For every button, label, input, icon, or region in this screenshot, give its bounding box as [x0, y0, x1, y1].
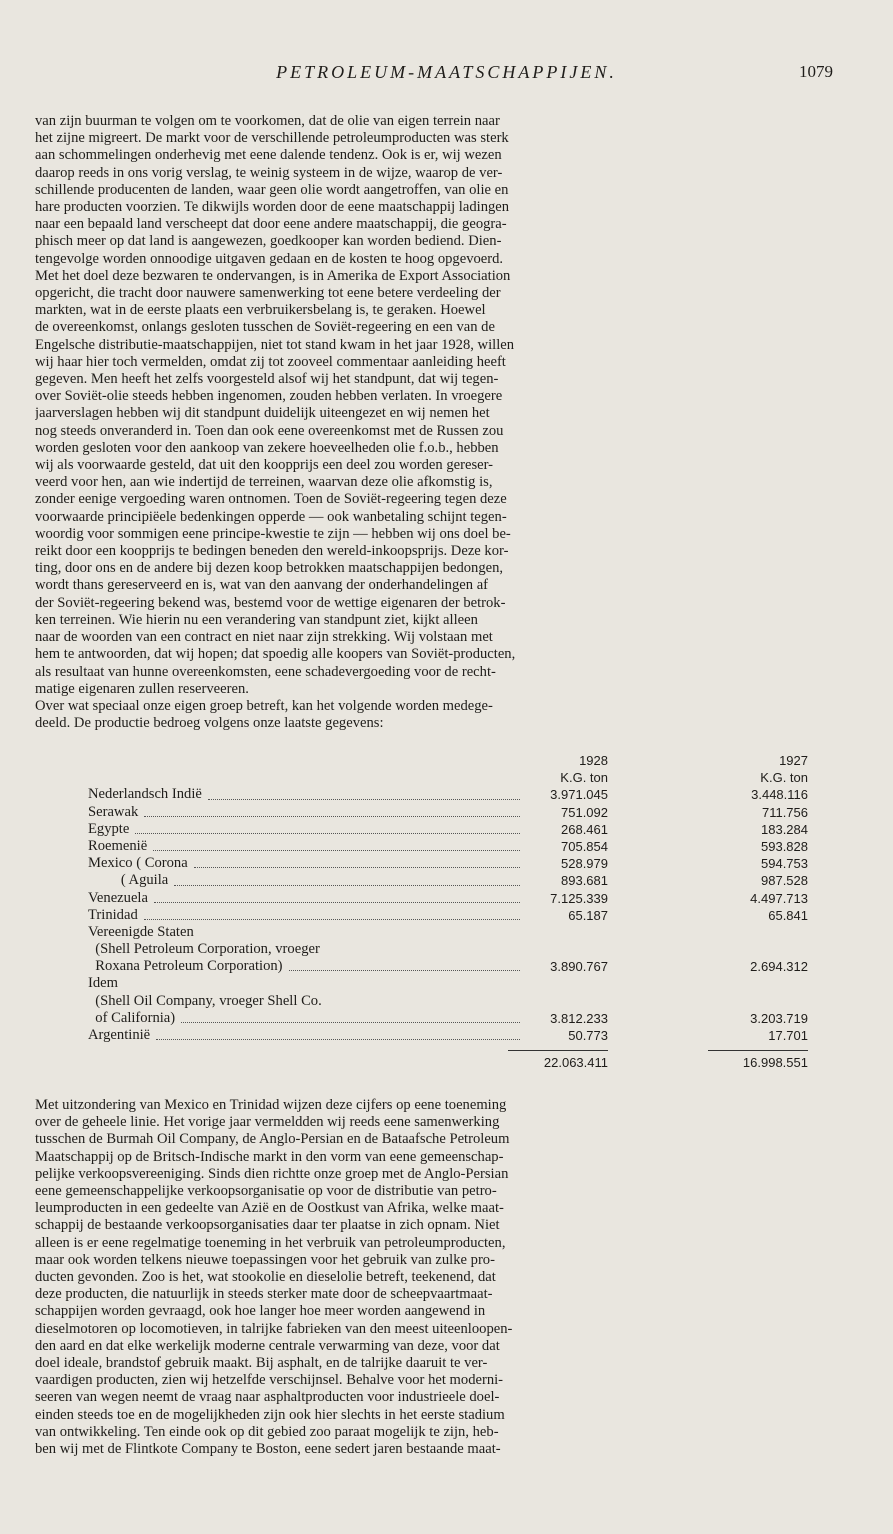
text-line: Met het doel deze bezwaren te ondervangen, is in Amerika de Export Association [35, 267, 511, 284]
value-1928: 705.854 [561, 838, 608, 854]
text-line: vaardigen producten, zien wij hetzelfde verschijnsel. Behalve voor het moderni- [35, 1372, 504, 1389]
table-row [88, 804, 808, 821]
table-row [88, 838, 808, 855]
text-line: Engelsche distributie-maatschappijen, niet tot stand kwam in het jaar 1928, willen [35, 336, 515, 353]
leader-dots [174, 885, 520, 886]
text-line: seeren van wegen neemt de vraag naar asphaltproducten voor industrieele doel- [35, 1389, 500, 1406]
row-label: (Shell Oil Company, vroeger Shell Co. [88, 992, 322, 1009]
row-label: Roxana Petroleum Corporation) [88, 958, 283, 975]
text-line: den aard en dat elke werkelijk moderne centrale verwarming van deze, voor dat [35, 1337, 500, 1354]
paragraph-soviet-agreement [35, 113, 863, 732]
text-line: tusschen de Burmah Oil Company, de Anglo-Persian en de Bataafsche Petroleum [35, 1131, 510, 1148]
row-label: Nederlandsch Indië [88, 786, 202, 803]
text-line: Maatschappij op de Britsch-Indische markt in den vorm van eene gemeenschap- [35, 1148, 504, 1165]
row-label: Mexico ( Corona [88, 855, 188, 872]
row-label: Venezuela [88, 889, 148, 906]
text-line: wij haar hier toch vermelden, omdat zij tot zooveel commentaar aanleiding heeft [35, 353, 506, 370]
row-label: Vereenigde Staten [88, 923, 194, 940]
leader-dots [194, 867, 520, 868]
total-rule-1927 [708, 1050, 808, 1051]
table-row [88, 941, 808, 958]
text-line: ting, door ons en de andere bij dezen koop betrokken maatschappijen bedongen, [35, 560, 504, 577]
text-line: schillende producenten de landen, waar geen olie wordt aangetroffen, van olie en [35, 181, 509, 198]
text-line: alleen is er eene regelmatige toeneming in het verbruik van petroleumproducten, [35, 1234, 506, 1251]
value-1928: 268.461 [561, 821, 608, 837]
value-1927: 3.203.719 [750, 1010, 808, 1026]
table-row [88, 993, 808, 1010]
text-line: veerd voor hen, aan wie indertijd de terreinen, waarvan deze olie afkomstig is, [35, 474, 493, 491]
leader-dots [154, 902, 520, 903]
text-line: markten, wat in de eerste plaats een verbruikersbelang is, te geraken. Hoewel [35, 302, 486, 319]
text-line: voorwaarde principiëele bedenkingen opperde — ook wanbetaling schijnt tegen- [35, 508, 507, 525]
value-1927: 987.528 [761, 873, 808, 889]
text-line: van ontwikkeling. Ten einde ook op dit gebied zoo paraat mogelijk te zijn, heb- [35, 1423, 499, 1440]
total-rule-1928 [508, 1050, 608, 1051]
text-line: nog steeds onveranderd in. Toen dan ook eene overeenkomst met de Russen zou [35, 422, 504, 439]
row-label: of California) [88, 1009, 176, 1026]
text-line: gegeven. Men heeft het zelfs voorgesteld alsof wij het standpunt, dat wij tegen- [35, 371, 499, 388]
text-line: ducten gevonden. Zoo is het, wat stookolie en dieselolie betreft, teekenend, dat [35, 1269, 496, 1286]
text-line: tengevolge worden onnoodige uitgaven gedaan en de kosten te hoog opgevoerd. [35, 250, 504, 267]
year-header-1928: 1928 [579, 753, 608, 768]
text-line: naar een bepaald land verscheept dat door eene andere maatschappij, die geogra- [35, 216, 507, 233]
text-line: doel ideale, brandstof gebruik maakt. Bij asphalt, en de talrijke daaruit te ver- [35, 1355, 488, 1372]
text-line: als resultaat van hunne overeenkomsten, eene schadevergoeding voor de recht- [35, 663, 496, 680]
leader-dots [181, 1022, 520, 1023]
value-1927: 3.448.116 [751, 787, 808, 803]
value-1928: 893.681 [561, 873, 608, 889]
text-line: ken terreinen. Wie hierin nu een verandering van standpunt ziet, kijkt alleen [35, 611, 478, 628]
text-line: ben wij met de Flintkote Company te Boston, eene sedert jaren bestaande maat- [35, 1441, 501, 1458]
text-line: wordt thans gereserveerd en is, wat van den aanvang der onderhandelingen af [35, 577, 489, 594]
text-line: schappijen worden gevraagd, ook hoe langer hoe meer worden aangewend in [35, 1303, 486, 1320]
leader-dots [144, 816, 520, 817]
value-1927: 65.841 [768, 907, 808, 923]
text-line: phisch meer op dat land is aangewezen, goedkooper kan worden bediend. Dien- [35, 233, 502, 250]
value-1927: 17.701 [768, 1028, 808, 1043]
text-line: de overeenkomst, onlangs gesloten tusschen de Soviët-regeering en een van de [35, 319, 495, 336]
text-line: jaarverslagen hebben wij dit standpunt duidelijk uiteengezet en wij nemen het [35, 405, 490, 422]
table-row [88, 924, 808, 941]
text-line: zonder eenige vergoeding waren ontnomen. Toen de Soviët-regeering tegen deze [35, 491, 507, 508]
table-row [88, 872, 808, 889]
text-line: deze producten, die natuurlijk in steeds sterker mate door de scheepvaartmaat- [35, 1286, 493, 1303]
unit-header-row [88, 769, 808, 786]
text-line: eene gemeenschappelijke verkoopsorganisatie op voor de distributie van petro- [35, 1183, 497, 1200]
text-line: pelijke verkoopsvereeniging. Sinds dien richtte onze groep met de Anglo-Persian [35, 1165, 509, 1182]
text-line: leumproducten in een gedeelte van Azië en de Oostkust van Afrika, welke maat- [35, 1200, 504, 1217]
text-line: reikt door een koopprijs te bedingen beneden den wereld-inkoopsprijs. Deze kor- [35, 543, 509, 560]
row-label: Trinidad [88, 906, 138, 923]
row-label: Egypte [88, 820, 130, 837]
paragraph-sales-cooperation [35, 1097, 863, 1458]
text-line: opgericht, die tracht door nauwere samenwerking tot eene betere verdeeling der [35, 285, 501, 302]
unit-header-1928: K.G. ton [560, 770, 608, 786]
table-row [88, 1010, 808, 1027]
text-line: van zijn buurman te volgen om te voorkomen, dat de olie van eigen terrein naar [35, 113, 500, 129]
row-label: Serawak [88, 803, 139, 820]
text-line: einden steeds toe en de mogelijkheden zijn ook hier slechts in het eerste stadium [35, 1406, 505, 1423]
value-1928: 50.773 [568, 1028, 608, 1043]
value-1927: 2.694.312 [750, 959, 808, 975]
year-header-1927: 1927 [779, 753, 808, 768]
text-line: naar de woorden van een contract en niet naar zijn strekking. Wij volstaan met [35, 629, 493, 646]
value-1928: 751.092 [561, 804, 608, 820]
row-label: (Shell Petroleum Corporation, vroeger [88, 941, 320, 958]
table-body [88, 786, 808, 1044]
row-label: Idem [88, 975, 118, 992]
text-line: daarop reeds in ons vorig verslag, te weinig systeem in de wijze, waarop de ver- [35, 164, 503, 181]
text-line: het zijne migreert. De markt voor de verschillende petroleumproducten was sterk [35, 130, 509, 147]
text-line: deeld. De productie bedroeg volgens onze laatste gegevens: [35, 715, 384, 732]
text-line: Over wat speciaal onze eigen groep betreft, kan het volgende worden medege- [35, 697, 493, 714]
text-line: wij als voorwaarde gesteld, dat uit den koopprijs een deel zou worden gereser- [35, 457, 494, 474]
text-line: der Soviët-regeering bekend was, bestemd voor de wettige eigenaren der betrok- [35, 594, 506, 611]
value-1927: 593.828 [761, 838, 808, 854]
total-row [88, 1054, 808, 1071]
text-line: over Soviët-olie steeds hebben ingenomen, zouden hebben verlaten. In vroegere [35, 388, 503, 405]
page-header [0, 62, 893, 86]
page-number: 1079 [799, 62, 833, 81]
text-line: maar ook worden telkens nieuwe toepassingen voor het gebruik van zulke pro- [35, 1251, 495, 1268]
leader-dots [208, 799, 520, 800]
table-row [88, 890, 808, 907]
leader-dots [153, 850, 520, 851]
table-row [88, 786, 808, 803]
value-1928: 3.890.767 [550, 959, 608, 975]
leader-dots [135, 833, 520, 834]
total-rule-row [88, 1044, 808, 1054]
year-header-row [88, 752, 808, 769]
value-1928: 3.971.045 [550, 787, 608, 803]
text-line: dieselmotoren op locomotieven, in talrijke fabrieken van den meest uiteenloopen- [35, 1320, 513, 1337]
text-line: woordig voor sommigen eene principe-kwestie te zijn — hebben wij ons doel be- [35, 525, 511, 542]
table-row [88, 958, 808, 975]
leader-dots [156, 1039, 520, 1040]
row-label: ( Aguila [88, 872, 169, 889]
unit-header-1927: K.G. ton [760, 770, 808, 786]
table-row [88, 855, 808, 872]
text-line: over de geheele linie. Het vorige jaar vermeldden wij reeds eene samenwerking [35, 1114, 500, 1131]
text-line: hem te antwoorden, dat wij hopen; dat spoedig alle koopers van Soviët-producten, [35, 646, 516, 663]
text-line: matige eigenaren zullen reserveeren. [35, 680, 249, 697]
value-1927: 594.753 [761, 856, 808, 872]
table-row [88, 907, 808, 924]
total-1928: 22.063.411 [543, 1055, 608, 1071]
row-label: Argentinië [88, 1027, 151, 1043]
text-line: Met uitzondering van Mexico en Trinidad wijzen deze cijfers op eene toeneming [35, 1097, 507, 1113]
value-1927: 4.497.713 [750, 890, 808, 906]
value-1928: 3.812.233 [550, 1010, 608, 1026]
value-1927: 183.284 [761, 821, 808, 837]
text-line: hare producten voorzien. Te dikwijls worden door de eene maatschappij ladingen [35, 199, 510, 216]
value-1927: 711.756 [761, 804, 808, 820]
leader-dots [144, 919, 520, 920]
value-1928: 528.979 [561, 856, 608, 872]
table-row [88, 975, 808, 992]
table-row [88, 821, 808, 838]
value-1928: 65.187 [568, 907, 608, 923]
production-table [88, 752, 808, 1071]
text-line: aan schommelingen onderhevig met eene dalende tendenz. Ook is er, wij wezen [35, 147, 502, 164]
text-line: schappij de bestaande verkoopsorganisaties daar ter plaatse in zich opnam. Niet [35, 1217, 500, 1234]
row-label: Roemenië [88, 837, 148, 854]
running-title: PETROLEUM-MAATSCHAPPIJEN. [276, 62, 617, 82]
table-row [88, 1027, 808, 1044]
value-1928: 7.125.339 [550, 890, 608, 906]
leader-dots [289, 970, 520, 971]
text-line: worden gesloten voor den aankoop van zekere hoeveelheden olie f.o.b., hebben [35, 439, 499, 456]
total-1927: 16.998.551 [742, 1055, 808, 1071]
